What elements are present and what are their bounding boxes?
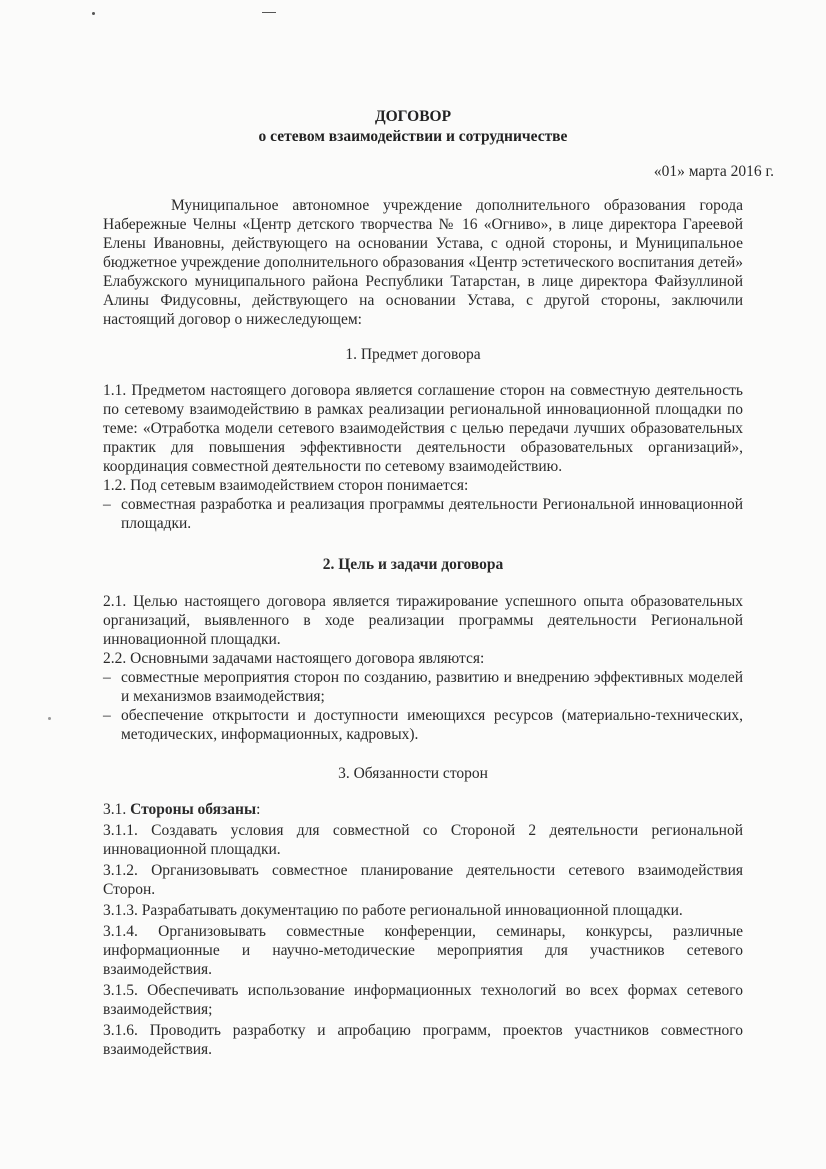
list-item — [103, 668, 743, 706]
list-item — [103, 706, 743, 744]
section-3-body — [103, 800, 743, 1059]
section-2-body — [103, 592, 743, 744]
clause-3-1-5: 3.1.5. Обеспечивать использование информационных технологий во всех формах сетевого взаимодействия; — [103, 982, 743, 1018]
document-title: ДОГОВОР — [374, 108, 452, 125]
section-1-heading: 1. Предмет договора — [345, 346, 481, 363]
section-1-body — [103, 381, 743, 533]
scan-speck — [92, 12, 95, 15]
clause-3-1-4: 3.1.4. Организовывать совместные конференции, семинары, конкурсы, различные информационные и научно-методические мероприятия для участников сетевого взаимодействия. — [103, 923, 743, 978]
intro-paragraph: Муниципальное автономное учреждение дополнительного образования города Набережные Челны «Центр детского творчества № 16 «Огниво», в лице директора Гареевой Елены Ивановны, действующего на основании Устава, с одной стороны, и Муниципальное бюджетное учреждение дополнительного образования «Центр эстетического воспитания детей» Елабужского муниципального района Республики Татарстан, в лице директора Файзуллиной Алины Фидусовны, действующего на основании Устава, с другой стороны, заключили настоящий договор о нижеследующем: — [103, 197, 743, 328]
list-item-text: обеспечение открытости и доступности имеющихся ресурсов (материально-технических, методических, информационных, кадровых). — [121, 707, 743, 743]
clause-1-1: 1.1. Предметом настоящего договора является соглашение сторон на совместную деятельность по сетевому взаимодействию в рамках реализации региональной инновационной площадки по теме: «Отработка модели сетевого взаимодействия с целью передачи лучших образовательных практик для повышения эффективности деятельности образовательных организаций», координация совместной деятельности по сетевому взаимодействию. — [103, 382, 743, 475]
clause-3-1-6: 3.1.6. Проводить разработку и апробацию программ, проектов участников совместного взаимодействия. — [103, 1022, 743, 1058]
clause-2-1: 2.1. Целью настоящего договора является тиражирование успешного опыта образовательных организаций, выявленного в ходе реализации программы деятельности Региональной инновационной площадки. — [103, 593, 743, 648]
bullet-dash: – — [103, 496, 111, 513]
section-3-heading: 3. Обязанности сторон — [338, 765, 488, 782]
list-item-text: совместная разработка и реализация программы деятельности Региональной инновационной площадки. — [121, 496, 743, 532]
list-item — [103, 495, 743, 533]
section-2-heading: 2. Цель и задачи договора — [322, 556, 504, 573]
clause-3-1-bold: Стороны обязаны — [130, 801, 257, 818]
document-date: «01» марта 2016 г. — [653, 163, 774, 180]
scan-speck — [262, 12, 276, 13]
list-item-text: совместные мероприятия сторон по созданию, развитию и внедрению эффективных моделей и механизмов взаимодействия; — [121, 669, 743, 705]
scan-speck — [48, 717, 51, 720]
clause-3-1-2: 3.1.2. Организовывать совместное планирование деятельности сетевого взаимодействия Сторон. — [103, 862, 743, 898]
document-subtitle: о сетевом взаимодействии и сотрудничестве — [258, 128, 568, 145]
clause-3-1: 3.1. Стороны обязаны: — [103, 801, 261, 818]
bullet-dash: – — [103, 669, 111, 686]
clause-3-1-3: 3.1.3. Разрабатывать документацию по работе региональной инновационной площадки. — [103, 902, 683, 919]
clause-3-1-1: 3.1.1. Создавать условия для совместной со Стороной 2 деятельности региональной инновационной площадки. — [103, 822, 743, 858]
clause-1-2: 1.2. Под сетевым взаимодействием сторон понимается: — [103, 477, 469, 494]
bullet-dash: – — [103, 707, 111, 724]
clause-2-2: 2.2. Основными задачами настоящего договора являются: — [103, 650, 485, 667]
